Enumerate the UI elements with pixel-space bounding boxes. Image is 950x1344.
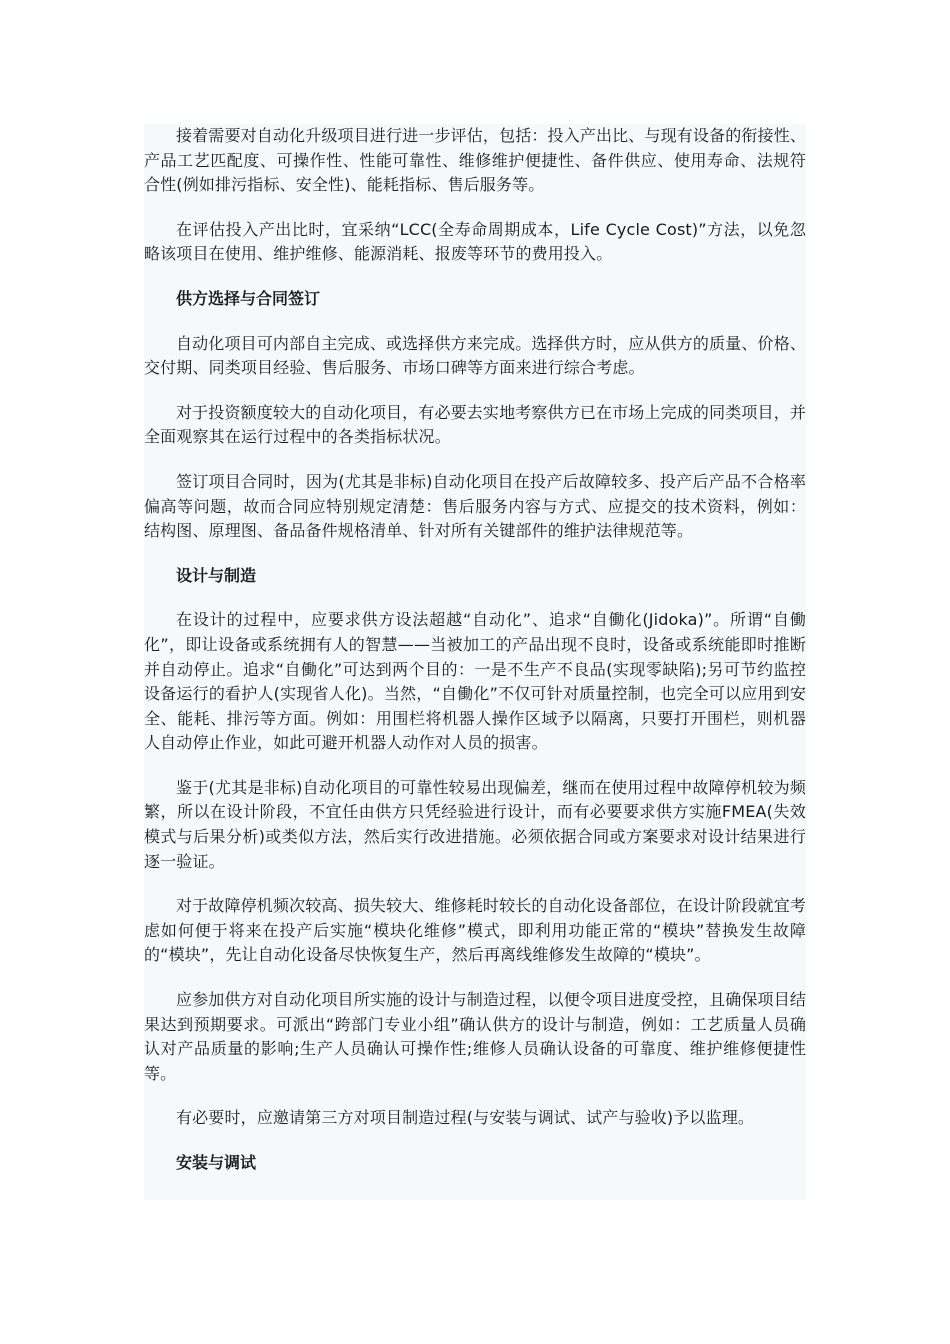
heading-supplier-selection: 供方选择与合同签订 xyxy=(176,288,321,308)
paragraph-contract: 签订项目合同时，因为(尤其是非标)自动化项目在投产后故障较多、投产后产品不合格率偏高等问题，故而合同应特别规定清楚：售后服务内容与方式、应提交的技术资料，例如：结构图、原理图、备品备件规格清单、针对所有关键部件的维护法律规范等。 xyxy=(144,471,806,541)
paragraph-site-inspection: 对于投资额度较大的自动化项目，有必要去实地考察供方已在市场上完成的同类项目，并全面观察其在运行过程中的各类指标状况。 xyxy=(144,402,806,447)
paragraph-supplier-choice: 自动化项目可内部自主完成、或选择供方来完成。选择供方时，应从供方的质量、价格、交付期、同类项目经验、售后服务、市场口碑等方面来进行综合考虑。 xyxy=(144,333,806,378)
paragraph-cross-team: 应参加供方对自动化项目所实施的设计与制造过程，以便令项目进度受控，且确保项目结果达到预期要求。可派出“跨部门专业小组”确认供方的设计与制造，例如：工艺质量人员确认对产品质量的影响;生产人员确认可操作性;维修人员确认设备的可靠度、维护维修便捷性等。 xyxy=(144,990,806,1083)
document-body xyxy=(144,124,806,1200)
paragraph-jidoka: 在设计的过程中，应要求供方设法超越“自动化”、追求“自働化(Jidoka)”。所谓“自働化”，即让设备或系统拥有人的智慧——当被加工的产品出现不良时，设备或系统能即时推断并自动停止。追求“自働化”可达到两个目的：一是不生产不良品(实现零缺陷);另可节约监控设备运行的看护人(实现省人化)。当然，“自働化”不仅可针对质量控制，也完全可以应用到安全、能耗、排污等方面。例如：用围栏将机器人操作区域予以隔离，只要打开围栏，则机器人自动停止作业，如此可避开机器人动作对人员的损害。 xyxy=(144,610,806,753)
paragraph-modular-maintenance: 对于故障停机频次较高、损失较大、维修耗时较长的自动化设备部位，在设计阶段就宜考虑如何便于将来在投产后实施“模块化维修”模式，即利用功能正常的“模块”替换发生故障的“模块”，先让自动化设备尽快恢复生产，然后再离线维修发生故障的“模块”。 xyxy=(144,896,806,965)
paragraph-evaluation: 接着需要对自动化升级项目进行进一步评估，包括：投入产出比、与现有设备的衔接性、产品工艺匹配度、可操作性、性能可靠性、维修维护便捷性、备件供应、使用寿命、法规符合性(例如排污指标、安全性)、能耗指标、售后服务等。 xyxy=(144,126,806,195)
paragraph-lcc: 在评估投入产出比时，宜采纳“LCC(全寿命周期成本，Life Cycle Cost)”方法，以免忽略该项目在使用、维护维修、能源消耗、报废等环节的费用投入。 xyxy=(144,219,806,264)
paragraph-fmea: 鉴于(尤其是非标)自动化项目的可靠性较易出现偏差，继而在使用过程中故障停机较为频繁，所以在设计阶段，不宜任由供方只凭经验进行设计，而有必要要求供方实施FMEA(失效模式与后果分析)或类似方法，然后实行改进措施。必须依据合同或方案要求对设计结果进行逐一验证。 xyxy=(144,777,806,871)
paragraph-third-party: 有必要时，应邀请第三方对项目制造过程(与安装与调试、试产与验收)予以监理。 xyxy=(176,1108,755,1128)
heading-design-manufacture: 设计与制造 xyxy=(176,565,257,585)
heading-installation: 安装与调试 xyxy=(176,1153,257,1172)
